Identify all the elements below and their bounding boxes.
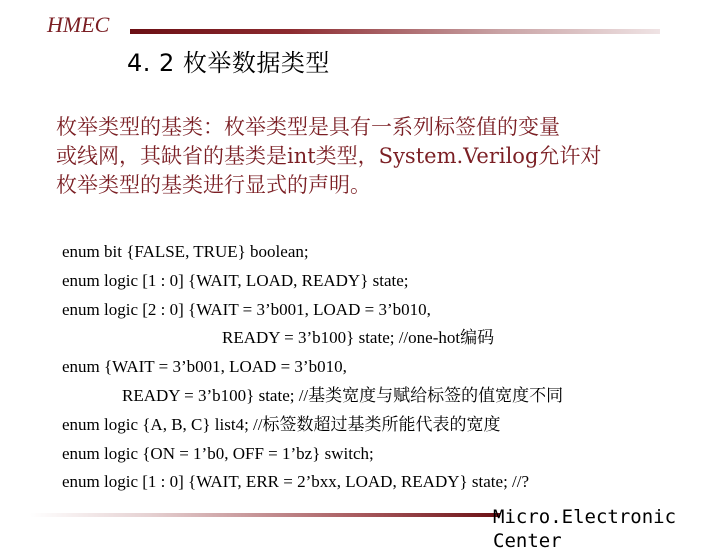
header-divider [130, 29, 660, 34]
code-line: enum logic {ON = 1’b0, OFF = 1’bz} switch; [62, 443, 374, 463]
code-line: enum logic [1 : 0] {WAIT, LOAD, READY} state; [62, 270, 409, 290]
code-line: enum logic [1 : 0] {WAIT, ERR = 2’bxx, LOAD, READY} state; //? [62, 472, 530, 492]
code-line: enum {WAIT = 3’b001, LOAD = 3’b010, [62, 357, 347, 377]
slide-title: 4. 2 枚举数据类型 [127, 49, 330, 77]
intro-line: 枚举类型的基类：枚举类型是具有一系列标签值的变量 [56, 115, 560, 139]
brand-logo-text: HMEC [47, 12, 110, 37]
code-line: enum logic {A, B, C} list4; //标签数超过基类所能代表的宽度 [62, 414, 501, 434]
footer-label-line2: Center [493, 530, 562, 552]
intro-line: 枚举类型的基类进行显式的声明。 [56, 173, 371, 197]
code-line: READY = 3’b100} state; //基类宽度与赋给标签的值宽度不同 [122, 385, 564, 405]
intro-line: 或线网，其缺省的基类是int类型，System.Verilog允许对 [56, 144, 602, 168]
code-line: enum logic [2 : 0] {WAIT = 3’b001, LOAD = 3’b010, [62, 299, 431, 319]
code-line: READY = 3’b100} state; //one-hot编码 [222, 328, 495, 348]
code-block [62, 238, 563, 497]
intro-paragraph [56, 113, 676, 200]
footer-label-cut [493, 529, 713, 552]
footer-divider [30, 513, 500, 517]
footer-label: Micro.Electronic [493, 506, 677, 528]
code-line: enum bit {FALSE, TRUE} boolean; [62, 242, 309, 261]
